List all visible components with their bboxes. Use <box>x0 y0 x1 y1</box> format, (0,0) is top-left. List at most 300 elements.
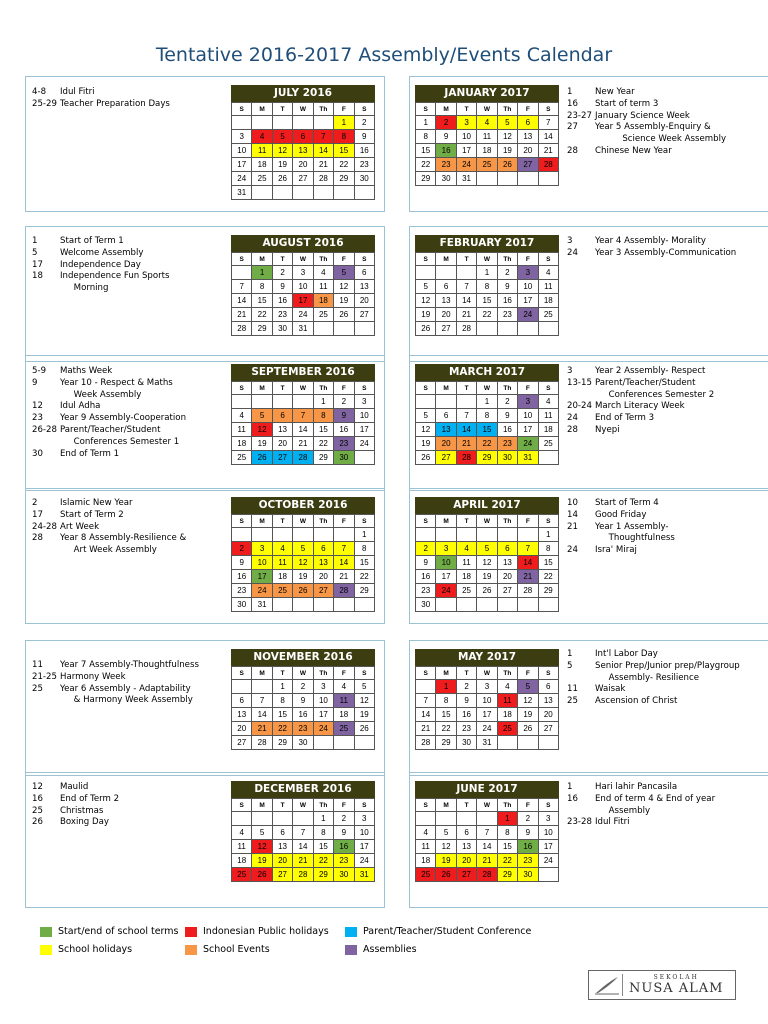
day-cell: 26 <box>416 451 436 465</box>
event-date: 23-27 <box>567 110 592 121</box>
day-cell: 8 <box>497 826 517 840</box>
event-item <box>32 794 222 806</box>
day-cell: 24 <box>354 854 374 868</box>
day-cell: 4 <box>416 826 436 840</box>
day-cell: 16 <box>416 570 436 584</box>
week-row <box>232 437 375 451</box>
week-row <box>416 826 559 840</box>
day-cell: 10 <box>252 556 272 570</box>
event-date: 23-28 <box>567 817 592 828</box>
event-item <box>32 498 222 510</box>
event-text: Year 8 Assembly-Resilience & Art Week Assembly <box>60 533 187 556</box>
day-cell: 23 <box>436 158 456 172</box>
event-item <box>32 366 222 378</box>
weekday-label: M <box>436 253 456 266</box>
day-cell: 8 <box>477 280 497 294</box>
day-cell: 20 <box>272 437 292 451</box>
week-row <box>232 528 375 542</box>
day-cell: 19 <box>416 308 436 322</box>
day-cell: 10 <box>477 694 497 708</box>
day-cell: 29 <box>334 172 354 186</box>
day-cell: 21 <box>477 854 497 868</box>
day-cell <box>232 116 252 130</box>
event-date: 17 <box>32 259 43 270</box>
day-cell: 3 <box>252 542 272 556</box>
event-date: 21-25 <box>32 671 57 682</box>
event-item <box>32 522 222 534</box>
event-text: Year 7 Assembly-Thoughtfulness <box>60 660 199 670</box>
event-list <box>567 87 767 158</box>
day-cell: 12 <box>252 423 272 437</box>
day-cell: 13 <box>538 694 558 708</box>
day-cell <box>293 598 313 612</box>
event-date: 16 <box>567 793 578 804</box>
day-cell: 6 <box>497 542 517 556</box>
calendar-grid <box>415 514 559 612</box>
day-cell: 9 <box>416 556 436 570</box>
event-text: End of term 4 & End of year Assembly <box>595 793 716 816</box>
event-text: New Year <box>595 87 635 97</box>
day-cell <box>232 266 252 280</box>
event-list <box>32 236 222 295</box>
month-block <box>409 355 768 491</box>
week-row <box>416 308 559 322</box>
week-row <box>416 322 559 336</box>
day-cell <box>518 172 538 186</box>
day-cell <box>272 395 292 409</box>
day-cell <box>416 680 436 694</box>
weekday-label: F <box>334 382 354 395</box>
month-block <box>25 640 385 776</box>
day-cell: 22 <box>334 158 354 172</box>
day-cell <box>436 528 456 542</box>
event-item <box>567 87 767 99</box>
day-cell: 7 <box>456 409 476 423</box>
event-date: 24 <box>567 413 578 424</box>
day-cell: 11 <box>232 423 252 437</box>
day-cell: 23 <box>232 584 252 598</box>
day-cell: 17 <box>477 708 497 722</box>
week-row <box>232 694 375 708</box>
day-cell: 15 <box>436 708 456 722</box>
event-list <box>567 498 767 557</box>
day-cell: 3 <box>354 395 374 409</box>
day-cell: 31 <box>252 598 272 612</box>
day-cell: 21 <box>232 308 252 322</box>
day-cell: 27 <box>518 158 538 172</box>
week-row <box>232 308 375 322</box>
day-cell: 16 <box>436 144 456 158</box>
weekday-header <box>232 515 375 528</box>
event-item <box>32 401 222 413</box>
day-cell: 27 <box>436 322 456 336</box>
week-row <box>416 694 559 708</box>
event-date: 25 <box>32 683 43 694</box>
weekday-label: S <box>538 253 558 266</box>
day-cell: 30 <box>232 598 252 612</box>
event-date: 24 <box>567 545 578 556</box>
day-cell: 31 <box>477 736 497 750</box>
event-item <box>32 684 222 708</box>
day-cell: 3 <box>477 680 497 694</box>
week-row <box>232 451 375 465</box>
week-row <box>416 437 559 451</box>
day-cell: 11 <box>272 556 292 570</box>
weekday-label: M <box>252 667 272 680</box>
weekday-label: M <box>436 667 456 680</box>
day-cell: 12 <box>497 130 517 144</box>
event-text: Idul Fitri <box>595 817 630 828</box>
day-cell <box>252 116 272 130</box>
day-cell: 22 <box>538 570 558 584</box>
weekday-label: T <box>456 799 476 812</box>
week-row <box>416 280 559 294</box>
day-cell: 7 <box>538 116 558 130</box>
day-cell <box>416 266 436 280</box>
weekday-label: S <box>416 667 436 680</box>
day-cell: 24 <box>477 722 497 736</box>
event-item <box>567 522 767 546</box>
weekday-label: Th <box>497 515 517 528</box>
day-cell <box>416 812 436 826</box>
weekday-label: M <box>436 382 456 395</box>
day-cell: 25 <box>272 584 292 598</box>
weekday-label: W <box>477 799 497 812</box>
day-cell: 27 <box>272 451 292 465</box>
day-cell <box>334 598 354 612</box>
day-cell: 2 <box>354 116 374 130</box>
weekday-label: T <box>456 253 476 266</box>
event-list <box>32 366 222 460</box>
event-item <box>567 498 767 510</box>
weekday-header <box>232 667 375 680</box>
day-cell: 29 <box>252 322 272 336</box>
day-cell: 28 <box>416 736 436 750</box>
event-item <box>32 271 222 295</box>
day-cell: 19 <box>334 294 354 308</box>
month-title: NOVEMBER 2016 <box>231 649 375 666</box>
weekday-label: S <box>538 667 558 680</box>
day-cell: 1 <box>313 395 333 409</box>
day-cell <box>538 172 558 186</box>
day-cell: 21 <box>538 144 558 158</box>
day-cell: 12 <box>293 556 313 570</box>
day-cell: 29 <box>313 451 333 465</box>
day-cell: 26 <box>436 868 456 882</box>
event-list <box>32 660 222 707</box>
day-cell: 5 <box>436 826 456 840</box>
week-row <box>416 868 559 882</box>
week-row <box>232 708 375 722</box>
week-row <box>232 116 375 130</box>
event-date: 3 <box>567 366 573 376</box>
day-cell <box>497 528 517 542</box>
event-item <box>567 248 767 260</box>
event-date: 25-29 <box>32 98 57 109</box>
weekday-label: T <box>456 515 476 528</box>
event-date: 23 <box>32 413 43 424</box>
day-cell: 10 <box>518 409 538 423</box>
weekday-header <box>232 103 375 116</box>
event-item <box>32 236 222 248</box>
day-cell: 14 <box>232 294 252 308</box>
day-cell: 1 <box>313 812 333 826</box>
day-cell: 10 <box>293 280 313 294</box>
month-title: JUNE 2017 <box>415 781 559 798</box>
day-cell <box>252 528 272 542</box>
week-row <box>232 584 375 598</box>
event-date: 28 <box>32 533 43 544</box>
legend-item-conference <box>345 926 531 937</box>
day-cell: 19 <box>518 708 538 722</box>
weekday-header <box>416 253 559 266</box>
event-item <box>32 782 222 794</box>
day-cell: 15 <box>313 840 333 854</box>
day-cell: 11 <box>252 144 272 158</box>
legend-label: Parent/Teacher/Student Conference <box>363 926 532 937</box>
day-cell: 25 <box>232 868 252 882</box>
day-cell: 24 <box>293 308 313 322</box>
day-cell <box>416 395 436 409</box>
day-cell: 9 <box>497 409 517 423</box>
month-title: FEBRUARY 2017 <box>415 235 559 252</box>
day-cell: 25 <box>252 172 272 186</box>
event-text: Idul Fitri <box>60 87 95 97</box>
day-cell: 20 <box>497 570 517 584</box>
calendar-grid <box>415 798 559 882</box>
event-date: 1 <box>567 782 573 792</box>
day-cell: 26 <box>272 172 292 186</box>
event-date: 11 <box>32 660 43 670</box>
day-cell: 29 <box>272 736 292 750</box>
weekday-label: S <box>232 515 252 528</box>
legend-swatch-yellow <box>40 945 52 955</box>
day-cell: 14 <box>313 144 333 158</box>
legend-label: School holidays <box>58 944 133 955</box>
event-item <box>567 684 767 696</box>
day-cell: 13 <box>436 423 456 437</box>
day-cell: 15 <box>477 294 497 308</box>
event-date: 25 <box>32 805 43 816</box>
event-text: Start of Term 1 <box>60 236 124 246</box>
day-cell: 26 <box>477 584 497 598</box>
day-cell <box>272 116 292 130</box>
day-cell <box>477 812 497 826</box>
day-cell: 30 <box>354 172 374 186</box>
week-row <box>416 708 559 722</box>
event-text: Maulid <box>60 782 89 792</box>
event-text: Year 6 Assembly - Adaptability & Harmony Week Assembly <box>60 683 193 706</box>
day-cell: 21 <box>293 854 313 868</box>
day-cell: 16 <box>334 840 354 854</box>
weekday-label: Th <box>313 515 333 528</box>
day-cell: 16 <box>354 144 374 158</box>
day-cell: 9 <box>518 826 538 840</box>
event-date: 24 <box>567 247 578 258</box>
event-text: Senior Prep/Junior prep/Playgroup Assembly- Resilience <box>595 660 740 683</box>
weekday-label: W <box>477 515 497 528</box>
legend-label: Start/end of school terms <box>58 926 179 937</box>
day-cell: 1 <box>436 680 456 694</box>
day-cell: 31 <box>232 186 252 200</box>
week-row <box>232 158 375 172</box>
month-calendar <box>415 781 559 882</box>
week-row <box>232 409 375 423</box>
day-cell: 1 <box>272 680 292 694</box>
day-cell: 4 <box>477 116 497 130</box>
weekday-label: T <box>456 103 476 116</box>
day-cell <box>477 322 497 336</box>
day-cell: 30 <box>334 868 354 882</box>
event-date: 16 <box>567 98 578 109</box>
calendar-grid <box>231 102 375 200</box>
weekday-label: W <box>293 667 313 680</box>
day-cell: 4 <box>334 680 354 694</box>
day-cell: 5 <box>354 680 374 694</box>
day-cell: 15 <box>477 423 497 437</box>
day-cell: 10 <box>456 130 476 144</box>
day-cell: 17 <box>354 423 374 437</box>
event-date: 11 <box>567 684 578 695</box>
day-cell: 3 <box>538 812 558 826</box>
day-cell: 15 <box>313 423 333 437</box>
day-cell: 7 <box>252 694 272 708</box>
day-cell: 5 <box>252 826 272 840</box>
month-block <box>409 76 768 212</box>
day-cell: 6 <box>538 680 558 694</box>
event-item <box>567 510 767 522</box>
day-cell: 13 <box>313 556 333 570</box>
weekday-label: F <box>518 253 538 266</box>
day-cell: 30 <box>456 736 476 750</box>
event-date: 2 <box>32 498 38 508</box>
month-block <box>25 355 385 491</box>
event-item <box>567 817 767 829</box>
day-cell: 9 <box>497 280 517 294</box>
weekday-label: W <box>293 382 313 395</box>
day-cell: 16 <box>518 840 538 854</box>
event-text: Christmas <box>60 805 104 816</box>
day-cell: 26 <box>518 722 538 736</box>
day-cell: 10 <box>518 280 538 294</box>
day-cell: 4 <box>456 542 476 556</box>
day-cell: 1 <box>354 528 374 542</box>
calendar-grid <box>231 252 375 336</box>
month-calendar <box>231 497 375 612</box>
weekday-label: Th <box>313 253 333 266</box>
day-cell: 28 <box>252 736 272 750</box>
weekday-label: F <box>518 103 538 116</box>
event-list <box>567 236 767 260</box>
day-cell: 6 <box>354 266 374 280</box>
day-cell: 21 <box>456 437 476 451</box>
day-cell: 2 <box>334 395 354 409</box>
calendar-grid <box>415 252 559 336</box>
day-cell: 23 <box>497 308 517 322</box>
event-text: Islamic New Year <box>60 498 133 508</box>
weekday-label: W <box>293 515 313 528</box>
day-cell: 5 <box>497 116 517 130</box>
week-row <box>416 598 559 612</box>
week-row <box>416 158 559 172</box>
calendar-grid <box>231 798 375 882</box>
event-item <box>567 425 767 437</box>
event-item <box>567 146 767 158</box>
day-cell <box>354 186 374 200</box>
event-date: 13-15 <box>567 377 592 388</box>
day-cell: 11 <box>538 409 558 423</box>
event-item <box>567 413 767 425</box>
day-cell: 18 <box>538 423 558 437</box>
day-cell: 25 <box>334 722 354 736</box>
event-item <box>567 366 767 378</box>
day-cell: 24 <box>538 854 558 868</box>
event-date: 20-24 <box>567 401 592 412</box>
legend-item-public-holidays <box>185 926 329 937</box>
week-row <box>416 542 559 556</box>
day-cell <box>456 395 476 409</box>
week-row <box>232 542 375 556</box>
event-text: Start of term 3 <box>595 98 659 109</box>
day-cell: 2 <box>456 680 476 694</box>
day-cell: 1 <box>334 116 354 130</box>
week-row <box>232 186 375 200</box>
day-cell: 18 <box>497 708 517 722</box>
week-row <box>232 423 375 437</box>
day-cell: 19 <box>293 570 313 584</box>
day-cell: 20 <box>456 854 476 868</box>
day-cell: 28 <box>334 584 354 598</box>
day-cell: 27 <box>436 451 456 465</box>
weekday-header <box>416 515 559 528</box>
month-calendar <box>231 85 375 200</box>
day-cell: 28 <box>313 172 333 186</box>
event-item <box>567 782 767 794</box>
day-cell <box>436 266 456 280</box>
week-row <box>416 294 559 308</box>
day-cell <box>477 598 497 612</box>
week-row <box>232 854 375 868</box>
event-date: 1 <box>567 649 573 659</box>
day-cell <box>313 186 333 200</box>
day-cell: 19 <box>272 158 292 172</box>
week-row <box>232 598 375 612</box>
event-date: 18 <box>32 271 43 282</box>
day-cell: 2 <box>272 266 292 280</box>
day-cell: 1 <box>497 812 517 826</box>
day-cell: 18 <box>416 854 436 868</box>
day-cell: 13 <box>436 294 456 308</box>
day-cell: 13 <box>518 130 538 144</box>
school-logo <box>588 970 736 1000</box>
day-cell: 6 <box>518 116 538 130</box>
day-cell: 23 <box>456 722 476 736</box>
day-cell: 12 <box>518 694 538 708</box>
calendar-grid <box>231 514 375 612</box>
month-block <box>409 772 768 908</box>
event-text: Art Week <box>60 521 100 532</box>
week-row <box>232 812 375 826</box>
day-cell: 17 <box>518 423 538 437</box>
day-cell <box>518 528 538 542</box>
day-cell: 21 <box>252 722 272 736</box>
day-cell <box>293 116 313 130</box>
weekday-label: W <box>477 253 497 266</box>
legend-swatch-red <box>185 927 197 937</box>
day-cell <box>456 528 476 542</box>
day-cell <box>436 395 456 409</box>
day-cell: 5 <box>518 680 538 694</box>
